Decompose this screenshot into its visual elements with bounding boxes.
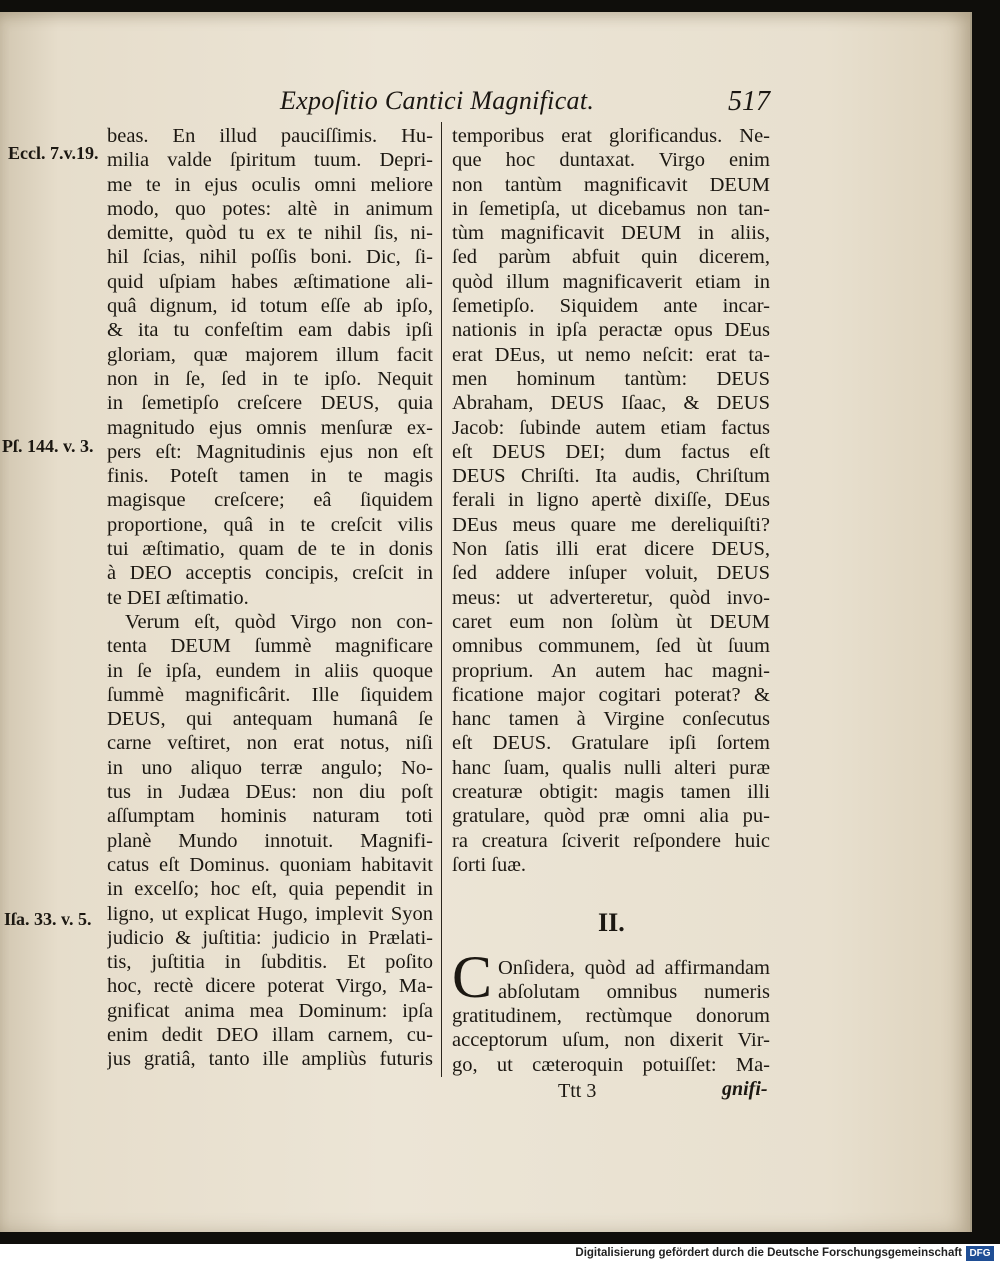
left-column-line: beas. En illud pauciſſimis. Hu- bbox=[107, 125, 433, 147]
left-column-line: DEUS, qui antequam humanâ ſe bbox=[107, 708, 433, 731]
left-column-line: proportione, quâ in te creſcit vilis bbox=[107, 513, 433, 536]
left-column-line: pers eſt: Magnitudinis ejus non eſt bbox=[107, 440, 433, 463]
right-column-line: men hominum tantùm: DEUS bbox=[452, 367, 770, 390]
left-column-line: ligno, ut explicat Hugo, implevit Syon bbox=[107, 902, 433, 925]
left-column-line: non in ſe, ſed in te ipſo. Nequit bbox=[107, 367, 433, 390]
funding-notice: Digitalisierung gefördert durch die Deutsche Forschungsgemeinschaft bbox=[575, 1247, 962, 1259]
book-page bbox=[0, 12, 972, 1232]
section-first-line: abſolutam omnibus numeris bbox=[498, 981, 770, 1004]
right-column-line: ferali in ligno apertè dixiſſe, DEus bbox=[452, 489, 770, 512]
left-column-line: finis. Poteſt tamen in te magis bbox=[107, 465, 433, 488]
left-column-line: modo, quo potes: altè in animum bbox=[107, 197, 433, 220]
left-column-line: in excelſo; hoc eſt, quia pependit in bbox=[107, 878, 433, 901]
right-column-line: DEus meus quare me dereliquiſti? bbox=[452, 513, 770, 536]
column-rule bbox=[441, 122, 442, 1077]
right-column-line: quòd illum magnificaverit etiam in bbox=[452, 270, 770, 293]
section-body-line: gratitudinem, rectùmque donorum bbox=[452, 1005, 770, 1027]
right-column-line: ra creatura ſciverit reſpondere huic bbox=[452, 829, 770, 852]
catchword: gnifi- bbox=[722, 1078, 768, 1100]
left-column-line: gnificat anima mea Dominum: ipſa bbox=[107, 999, 433, 1022]
running-head: Expoſitio Cantici Magnificat. bbox=[280, 86, 595, 115]
right-column-line: hanc tamen à Virgine conſecutus bbox=[452, 708, 770, 731]
left-column-line: milia valde ſpiritum tuum. Depri- bbox=[107, 149, 433, 172]
section-body bbox=[452, 1004, 770, 1077]
dfg-logo: DFG bbox=[966, 1246, 994, 1261]
left-column-line: tenta DEUM ſummè magnificare bbox=[107, 635, 433, 658]
right-column-line: creaturæ obtigit: magis tamen illi bbox=[452, 781, 770, 804]
right-column-line: proprium. An autem hac magni- bbox=[452, 659, 770, 682]
section-first-lines bbox=[498, 956, 770, 1005]
right-column-line: Non ſatis illi erat dicere DEUS, bbox=[452, 538, 770, 561]
left-column-line: gloriam, quæ majorem illum facit bbox=[107, 343, 433, 366]
right-column-line: nationis in ipſa peractæ opus DEus bbox=[452, 319, 770, 342]
footer-bar bbox=[0, 1244, 1000, 1264]
left-column-line: planè Mundo innotuit. Magnifi- bbox=[107, 829, 433, 852]
left-column-line: hoc, rectè dicere poterat Virgo, Ma- bbox=[107, 975, 433, 998]
left-column-line: in uno aliquo terræ angulo; No- bbox=[107, 756, 433, 779]
right-column-line: temporibus erat glorificandus. Ne- bbox=[452, 125, 770, 147]
section-body-line: acceptorum uſum, non dixerit Vir- bbox=[452, 1029, 770, 1052]
signature-mark: Ttt 3 bbox=[558, 1080, 597, 1102]
left-column-line: magisque creſcere; eâ ſiquidem bbox=[107, 489, 433, 512]
right-column-line: non tantùm magnificavit DEUM bbox=[452, 173, 770, 196]
right-column-line: tùm magnificavit DEUM in aliis, bbox=[452, 222, 770, 245]
left-column-line: tui æſtimatio, quam de te in donis bbox=[107, 538, 433, 561]
left-column-line: aſſumptam hominis naturam toti bbox=[107, 805, 433, 828]
left-column-line: judicio & juſtitia: judicio in Prælati- bbox=[107, 926, 433, 949]
right-column-line: eſt DEUS DEI; dum factus eſt bbox=[452, 440, 770, 463]
left-column-line: quid uſpiam habes æſtimatione ali- bbox=[107, 270, 433, 293]
left-column-line: & ita tu confeſtim eam dabis ipſi bbox=[107, 319, 433, 342]
right-column-line: meus: ut adverteretur, quòd invo- bbox=[452, 586, 770, 609]
section-numeral: II. bbox=[598, 908, 625, 937]
right-column-line: gratulare, quòd præ omni alia pu- bbox=[452, 805, 770, 828]
right-column-line: DEUS Chriſti. Ita audis, Chriſtum bbox=[452, 465, 770, 488]
left-column-line: Verum eſt, quòd Virgo non con- bbox=[125, 610, 433, 633]
left-column-line: in ſemetipſo creſcere DEUS, quia bbox=[107, 392, 433, 415]
left-column-line: catus eſt Dominus. quoniam habitavit bbox=[107, 853, 433, 876]
right-column-line: in ſemetipſa, ut dicebamus non tan- bbox=[452, 197, 770, 220]
margin-note-eccl: Eccl. 7.v.19. bbox=[8, 143, 99, 163]
right-column-line: ſed addere inſuper voluit, DEUS bbox=[452, 562, 770, 585]
left-column-line: tus in Judæa DEus: non diu poſt bbox=[107, 781, 433, 804]
left-column-line: me te in ejus oculis omni meliore bbox=[107, 173, 433, 196]
left-column-line: demitte, quòd tu ex te nihil ſis, ni- bbox=[107, 222, 433, 245]
left-column-line: tis, juſtitia in ſubditis. Et poſito bbox=[107, 951, 433, 974]
page-number: 517 bbox=[728, 86, 770, 117]
right-column-line: que hoc duntaxat. Virgo enim bbox=[452, 149, 770, 172]
right-column-line: ſed parùm abfuit quin dicerem, bbox=[452, 246, 770, 269]
left-column-line: ſummè magnificârit. Ille ſiquidem bbox=[107, 683, 433, 706]
right-column-line: Jacob: ſubinde autem etiam factus bbox=[452, 416, 770, 439]
left-column-line: magnitudo ejus omnis menſuræ ex- bbox=[107, 416, 433, 439]
left-column-line: jus gratiâ, tanto ille ampliùs futuris bbox=[107, 1048, 433, 1071]
right-column-line: ſorti ſuæ. bbox=[452, 853, 527, 876]
right-column-line: eſt DEUS. Gratulare ipſi ſortem bbox=[452, 732, 770, 755]
left-column-line: hil ſcias, nihil poſſis boni. Dic, ſi- bbox=[107, 246, 433, 269]
section-first-line: Onſidera, quòd ad affirmandam bbox=[498, 957, 770, 979]
left-column-line: enim dedit DEO illam carnem, cu- bbox=[107, 1023, 433, 1046]
left-column-line: te DEI æſtimatio. bbox=[107, 586, 249, 609]
left-column-line: in ſe ipſa, eundem in aliis quoque bbox=[107, 659, 433, 682]
right-column-line: hanc ſuam, qualis nulli alteri puræ bbox=[452, 756, 770, 779]
margin-note-psalm: Pſ. 144. v. 3. bbox=[2, 436, 94, 456]
right-column bbox=[452, 124, 770, 877]
right-column-line: ſemetipſo. Siquidem ante incar- bbox=[452, 295, 770, 318]
right-column-line: caret eum non ſolùm ùt DEUM bbox=[452, 610, 770, 633]
right-column-line: Abraham, DEUS Iſaac, & DEUS bbox=[452, 392, 770, 415]
left-column-line: à DEO acceptis concipis, creſcit in bbox=[107, 562, 433, 585]
right-column-line: ficatione major cogitari poterat? & bbox=[452, 683, 770, 706]
right-column-line: omnibus communem, ſed ùt ſuum bbox=[452, 635, 770, 658]
left-column-line: quâ dignum, id totum eſſe ab ipſo, bbox=[107, 295, 433, 318]
drop-cap: C bbox=[452, 944, 493, 1010]
section-body-line: go, ut cæteroquin potuiſſet: Ma- bbox=[452, 1053, 770, 1076]
right-column-line: erat DEus, ut nemo neſcit: erat ta- bbox=[452, 343, 770, 366]
left-column-line: carne veſtiret, non erat notus, niſi bbox=[107, 732, 433, 755]
margin-note-isaiah: Iſa. 33. v. 5. bbox=[4, 909, 92, 929]
left-column bbox=[107, 124, 433, 1072]
